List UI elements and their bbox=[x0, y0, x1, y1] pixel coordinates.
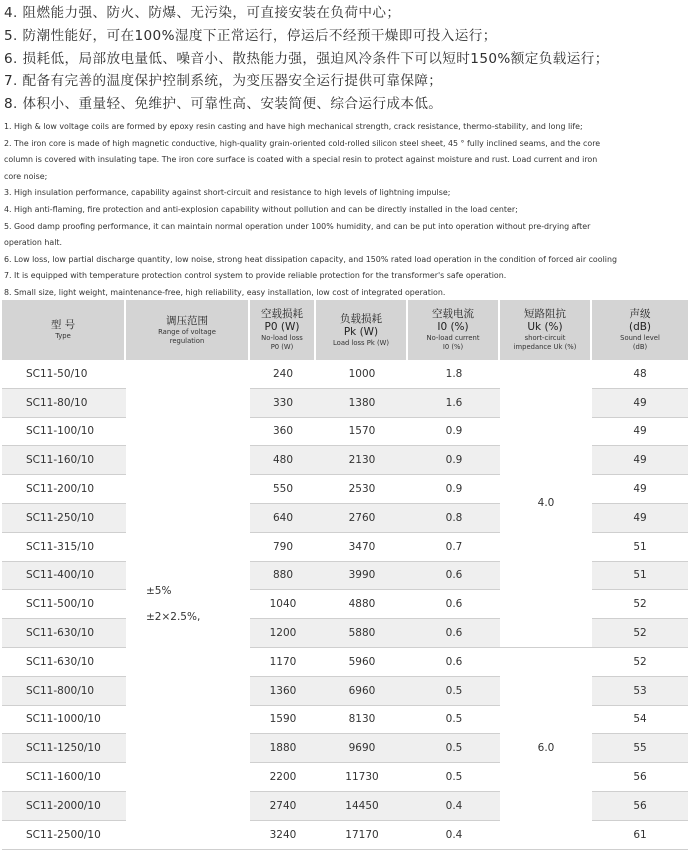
feature-en-line: core noise; bbox=[4, 171, 48, 181]
spec-table bbox=[2, 300, 688, 850]
cell-sound-level: 56 bbox=[592, 792, 688, 821]
cell-sound-level: 49 bbox=[592, 418, 688, 447]
cell-noload-loss: 880 bbox=[250, 562, 316, 591]
cell-load-loss: 2530 bbox=[316, 475, 408, 504]
cell-noload-current: 1.8 bbox=[408, 360, 500, 389]
cell-load-loss: 2130 bbox=[316, 446, 408, 475]
cell-type: SC11-100/10 bbox=[2, 418, 126, 447]
cell-sound-level: 56 bbox=[592, 763, 688, 792]
cell-noload-current: 0.9 bbox=[408, 475, 500, 504]
cell-sound-level: 49 bbox=[592, 389, 688, 418]
cell-type: SC11-1000/10 bbox=[2, 706, 126, 735]
feature-en-line: 2. The iron core is made of high magnetic conductive, high-quality grain-oriented cold-rolled silicon steel sheet, 45 ° fully inclined seams, and the core bbox=[4, 138, 601, 148]
cell-type: SC11-500/10 bbox=[2, 590, 126, 619]
cell-sound-level: 52 bbox=[592, 619, 688, 648]
feature-en-line: column is covered with insulating tape. The iron core surface is coated with a special resin to protect against moisture and rust. Load current and iron bbox=[4, 155, 598, 165]
cell-noload-current: 0.8 bbox=[408, 504, 500, 533]
cell-load-loss: 9690 bbox=[316, 734, 408, 763]
cell-load-loss: 6960 bbox=[316, 677, 408, 706]
table-header-row bbox=[2, 300, 688, 360]
cell-type: SC11-800/10 bbox=[2, 677, 126, 706]
cell-load-loss: 8130 bbox=[316, 706, 408, 735]
cell-noload-loss: 480 bbox=[250, 446, 316, 475]
feature-cn-line: 6. 损耗低，局部放电量低、噪音小、散热能力强，强迫风冷条件下可以短时150%额定负载运行； bbox=[4, 50, 609, 67]
feature-en-line: 3. High insulation performance, capability against short-circuit and resistance to high levels of lightning impulse; bbox=[4, 188, 451, 198]
cell-noload-loss: 3240 bbox=[250, 821, 316, 850]
cell-sound-level: 48 bbox=[592, 360, 688, 389]
cell-type: SC11-1250/10 bbox=[2, 734, 126, 763]
regulation-value: ±2×2.5%, bbox=[146, 611, 201, 624]
cell-noload-loss: 640 bbox=[250, 504, 316, 533]
cell-sound-level: 49 bbox=[592, 504, 688, 533]
header-noload-loss: 空载损耗 P0 (W) No-load loss P0 (W) bbox=[250, 300, 316, 360]
cell-type: SC11-200/10 bbox=[2, 475, 126, 504]
cell-noload-loss: 1360 bbox=[250, 677, 316, 706]
cell-noload-current: 0.6 bbox=[408, 590, 500, 619]
cell-noload-loss: 1200 bbox=[250, 619, 316, 648]
header-type: 型 号 Type bbox=[2, 300, 126, 360]
header-impedance: 短路阻抗 Uk (%) short-circuit impedance Uk (%) bbox=[500, 300, 592, 360]
cell-type: SC11-160/10 bbox=[2, 446, 126, 475]
header-regulation: 调压范围 Range of voltage regulation bbox=[126, 300, 250, 360]
feature-cn-line: 7. 配备有完善的温度保护控制系统，为变压器安全运行提供可靠保障； bbox=[4, 73, 443, 90]
cell-noload-loss: 1590 bbox=[250, 706, 316, 735]
cell-noload-current: 0.9 bbox=[408, 418, 500, 447]
cell-load-loss: 2760 bbox=[316, 504, 408, 533]
cell-type: SC11-2500/10 bbox=[2, 821, 126, 850]
feature-en-line: 7. It is equipped with temperature protection control system to provide reliable protection for the transformer's safe operation. bbox=[4, 271, 507, 281]
feature-cn-line: 4. 阻燃能力强、防火、防爆、无污染，可直接安装在负荷中心； bbox=[4, 5, 401, 21]
feature-en-line: 1. High & low voltage coils are formed by epoxy resin casting and have high mechanical strength, crack resistance, thermo-stability, and long life; bbox=[4, 122, 583, 131]
cell-sound-level: 53 bbox=[592, 677, 688, 706]
cell-load-loss: 11730 bbox=[316, 763, 408, 792]
header-load-loss: 负载损耗 Pk (W) Load loss Pk (W) bbox=[316, 300, 408, 360]
cell-sound-level: 55 bbox=[592, 734, 688, 763]
cell-noload-current: 0.5 bbox=[408, 734, 500, 763]
feature-en-line: 6. Low loss, low partial discharge quantity, low noise, strong heat dissipation capacity, and 150% rated load operation in the condition of forced air cooling bbox=[4, 254, 617, 264]
cell-load-loss: 1380 bbox=[316, 389, 408, 418]
cell-regulation bbox=[126, 360, 250, 850]
header-sound-level: 声级 (dB) Sound level (dB) bbox=[592, 300, 688, 360]
cell-load-loss: 3990 bbox=[316, 562, 408, 591]
cell-type: SC11-2000/10 bbox=[2, 792, 126, 821]
cell-noload-current: 0.4 bbox=[408, 792, 500, 821]
cell-noload-loss: 550 bbox=[250, 475, 316, 504]
table-row bbox=[2, 360, 688, 389]
cell-sound-level: 61 bbox=[592, 821, 688, 850]
cell-noload-loss: 1170 bbox=[250, 648, 316, 677]
features-en-list bbox=[4, 119, 688, 302]
cell-noload-loss: 330 bbox=[250, 389, 316, 418]
cell-sound-level: 54 bbox=[592, 706, 688, 735]
cell-noload-current: 0.5 bbox=[408, 763, 500, 792]
cell-load-loss: 5880 bbox=[316, 619, 408, 648]
cell-load-loss: 5960 bbox=[316, 648, 408, 677]
cell-noload-current: 0.4 bbox=[408, 821, 500, 850]
cell-type: SC11-250/10 bbox=[2, 504, 126, 533]
cell-noload-current: 0.7 bbox=[408, 533, 500, 562]
cell-type: SC11-80/10 bbox=[2, 389, 126, 418]
cell-type: SC11-1600/10 bbox=[2, 763, 126, 792]
cell-type: SC11-50/10 bbox=[2, 360, 126, 389]
regulation-value: ±5% bbox=[146, 585, 172, 598]
cell-sound-level: 52 bbox=[592, 648, 688, 677]
feature-en-line: 5. Good damp proofing performance, it can maintain normal operation under 100% humidity, and can be put into operation without pre-drying after bbox=[4, 221, 591, 231]
feature-en-line: 4. High anti-flaming, fire protection and anti-explosion capability without pollution and can be directly installed in the load center; bbox=[4, 204, 518, 214]
header-noload-current: 空载电流 I0 (%) No-load current I0 (%) bbox=[408, 300, 500, 360]
cell-noload-current: 0.6 bbox=[408, 619, 500, 648]
features-cn-list bbox=[4, 2, 688, 116]
table-row bbox=[2, 648, 688, 677]
cell-sound-level: 49 bbox=[592, 446, 688, 475]
cell-noload-current: 1.6 bbox=[408, 389, 500, 418]
cell-load-loss: 4880 bbox=[316, 590, 408, 619]
feature-en-line: operation halt. bbox=[4, 238, 63, 248]
cell-load-loss: 14450 bbox=[316, 792, 408, 821]
cell-sound-level: 51 bbox=[592, 533, 688, 562]
cell-noload-loss: 790 bbox=[250, 533, 316, 562]
cell-noload-loss: 360 bbox=[250, 418, 316, 447]
cell-noload-current: 0.6 bbox=[408, 648, 500, 677]
cell-noload-loss: 1880 bbox=[250, 734, 316, 763]
feature-en-line: 8. Small size, light weight, maintenance-free, high reliability, easy installation, low cost of integrated operation. bbox=[4, 287, 446, 297]
cell-sound-level: 49 bbox=[592, 475, 688, 504]
cell-load-loss: 1570 bbox=[316, 418, 408, 447]
cell-load-loss: 17170 bbox=[316, 821, 408, 850]
feature-cn-line: 8. 体积小、重量轻、免维护、可靠性高、安装简便、综合运行成本低。 bbox=[4, 96, 443, 113]
cell-noload-loss: 1040 bbox=[250, 590, 316, 619]
cell-noload-current: 0.5 bbox=[408, 677, 500, 706]
cell-noload-loss: 2200 bbox=[250, 763, 316, 792]
cell-type: SC11-630/10 bbox=[2, 648, 126, 677]
cell-impedance: 4.0 bbox=[500, 360, 592, 648]
cell-sound-level: 51 bbox=[592, 562, 688, 591]
feature-cn-line: 5. 防潮性能好，可在100%湿度下正常运行，停运后不经预干燥即可投入运行； bbox=[4, 27, 497, 44]
cell-impedance: 6.0 bbox=[500, 648, 592, 850]
cell-load-loss: 3470 bbox=[316, 533, 408, 562]
cell-noload-loss: 240 bbox=[250, 360, 316, 389]
cell-type: SC11-315/10 bbox=[2, 533, 126, 562]
cell-noload-current: 0.5 bbox=[408, 706, 500, 735]
cell-type: SC11-630/10 bbox=[2, 619, 126, 648]
cell-load-loss: 1000 bbox=[316, 360, 408, 389]
cell-type: SC11-400/10 bbox=[2, 562, 126, 591]
cell-noload-loss: 2740 bbox=[250, 792, 316, 821]
cell-sound-level: 52 bbox=[592, 590, 688, 619]
cell-noload-current: 0.9 bbox=[408, 446, 500, 475]
cell-noload-current: 0.6 bbox=[408, 562, 500, 591]
